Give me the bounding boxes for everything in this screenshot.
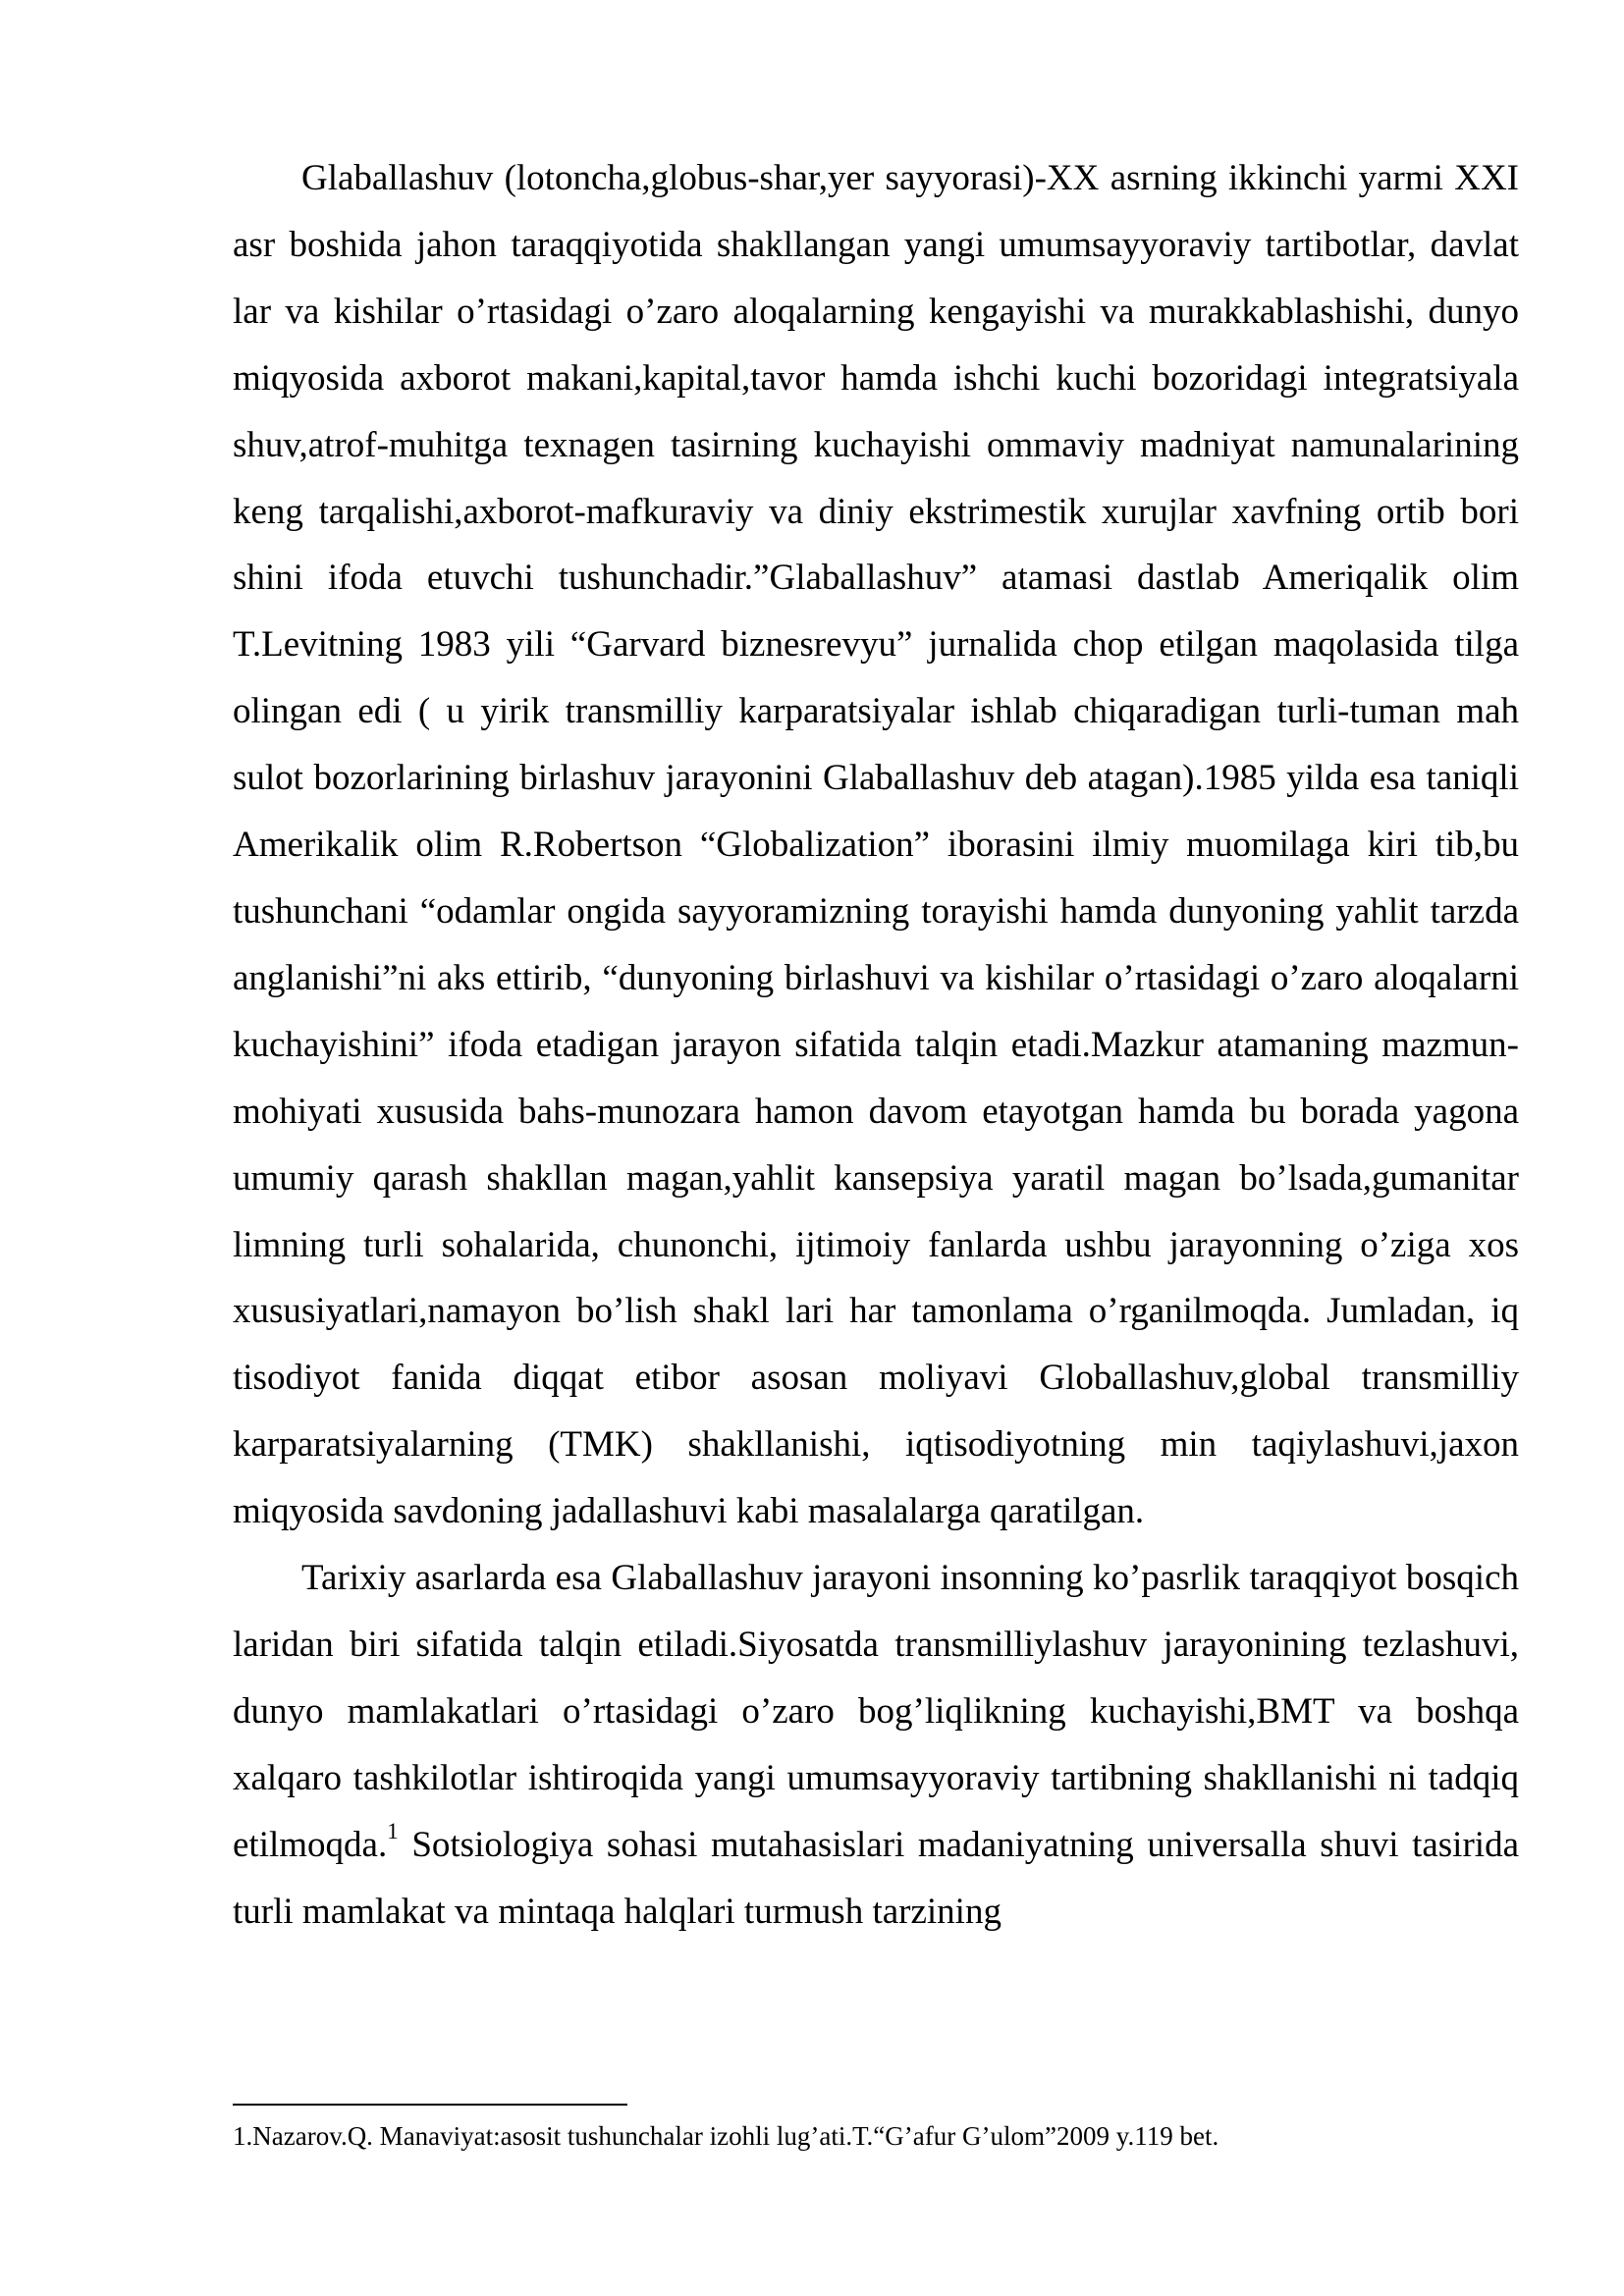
footnote-separator <box>233 2104 627 2106</box>
footnote-text: 1.Nazarov.Q. Manaviyat:asosit tushunchalar izohli lug’ati.T.“G’afur G’ulom”2009 y.119 bet. <box>233 2121 1219 2151</box>
body-text <box>233 145 1519 1945</box>
paragraph-2 <box>233 1545 1519 1945</box>
paragraph-1: Glaballashuv (lotoncha,globus-shar,yer sayyorasi)-XX asrning ikkinchi yarmi XXI asr boshida jahon taraqqiyotida shakllangan yangi umumsayyoraviy tartibotlar, davlat lar va kishilar o’rtasidagi o’zaro aloqalarning kengayishi va murakkablashishi, dunyo miqyosida axborot makani,kapital,tavor hamda ishchi kuchi bozoridagi integratsiyala shuv,atrof-muhitga texnagen tasirning kuchayishi ommaviy madniyat namunalarining keng tarqalishi,axborot-mafkuraviy va diniy ekstrimestik xurujlar xavfning ortib bori shini ifoda etuvchi tushunchadir.”Glaballashuv” atamasi dastlab Ameriqalik olim T.Levitning 1983 yili “Garvard biznesrevyu” jurnalida chop etilgan maqolasida tilga olingan edi ( u yirik transmilliy karparatsiyalar ishlab chiqaradigan turli-tuman mah sulot bozorlarining birlashuv jarayonini Glaballashuv deb atagan).1985 yilda esa taniqli Amerikalik olim R.Robertson “Globalization” iborasini ilmiy muomilaga kiri tib,bu tushunchani “odamlar ongida sayyoramizning torayishi hamda dunyoning yahlit tarzda anglanishi”ni aks ettirib, “dunyoning birlashuvi va kishilar o’rtasidagi o’zaro aloqalarni kuchayishini” ifoda etadigan jarayon sifatida talqin etadi.Mazkur atamaning mazmun-mohiyati xususida bahs-munozara hamon davom etayotgan hamda bu borada yagona umumiy qarash shakllan magan,yahlit kansepsiya yaratil magan bo’lsada,gumanitar limning turli sohalarida, chunonchi, ijtimoiy fanlarda ushbu jarayonning o’ziga xos xususiyatlari,namayon bo’lish shakl lari har tamonlama o’rganilmoqda. Jumladan, iq tisodiyot fanida diqqat etibor asosan moliyavi Globallashuv,global transmilliy karparatsiyalarning (TMK) shakllanishi, iqtisodiyotning min taqiylashuvi,jaxon miqyosida savdoning jadallashuvi kabi masalalarga qaratilgan. <box>233 158 1519 1532</box>
footnote-reference: 1 <box>387 1819 399 1844</box>
paragraph-2-continuation: Sotsiologiya sohasi mutahasislari madaniyatning universalla shuvi tasirida turli mamlakat va mintaqa halqlari turmush tarzining <box>233 1824 1519 1932</box>
paragraph-2-text: Tarixiy asarlarda esa Glaballashuv jarayoni insonning ko’pasrlik taraqqiyot bosqich laridan biri sifatida talqin etiladi.Siyosatda transmilliylashuv jarayonining tezlashuvi, dunyo mamlakatlari o’rtasidagi o’zaro bog’liqlikning kuchayishi,BMT va boshqa xalqaro tashkilotlar ishtiroqida yangi umumsayyoraviy tartibning shakllanishi ni tadqiq etilmoqda. <box>233 1558 1519 1865</box>
